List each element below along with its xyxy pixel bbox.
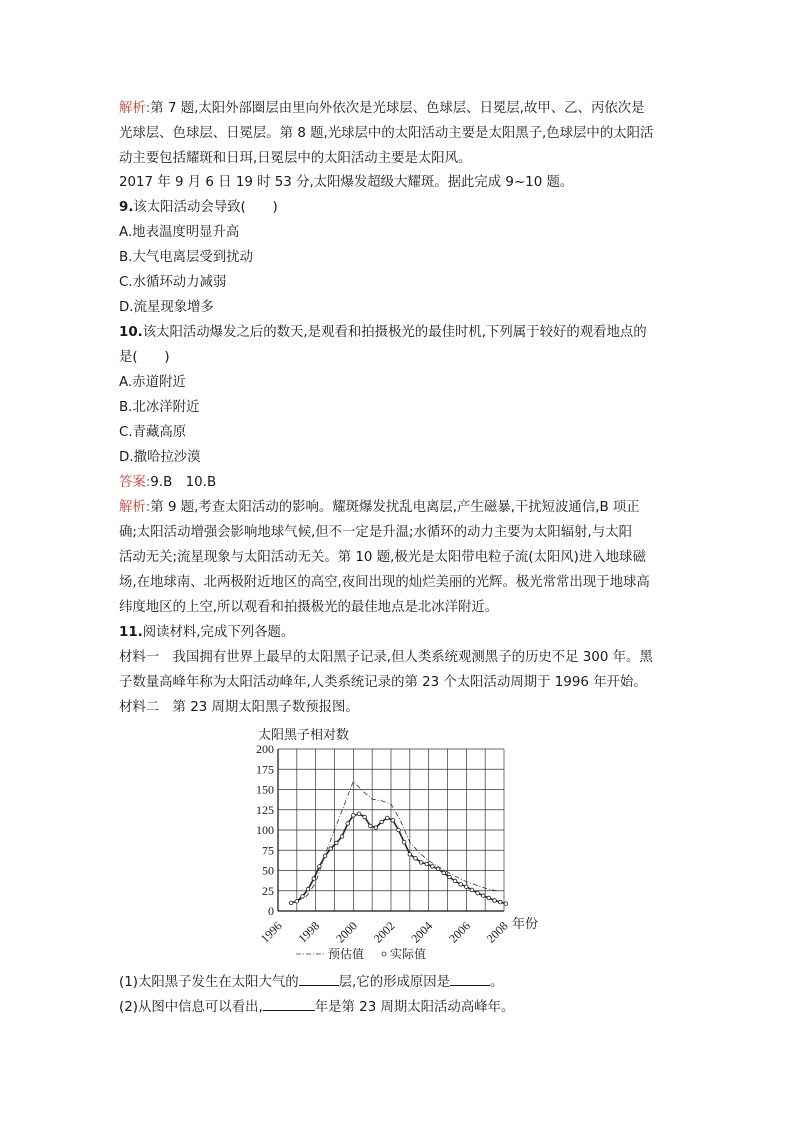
actual-point — [470, 888, 474, 892]
q10-option-c: C.青藏高原 — [119, 425, 187, 440]
actual-point — [289, 901, 293, 905]
x-tick-labels — [258, 919, 511, 946]
actual-point — [442, 871, 446, 875]
actual-point — [397, 828, 401, 832]
q10-option-a: A.赤道附近 — [119, 375, 186, 390]
sunspot-chart — [250, 725, 550, 965]
actual-point — [335, 841, 339, 845]
x-tick-label: 1996 — [257, 918, 285, 946]
actual-point — [414, 857, 418, 861]
x-tick-label: 2008 — [483, 918, 511, 946]
x-tick-label: 1998 — [295, 918, 323, 946]
y-tick-label: 0 — [268, 904, 274, 918]
question-9 — [119, 199, 278, 217]
analysis-line-3: 活动无关;流星现象与太阳活动无关。第 10 题,极光是太阳带电粒子流(太阳风)进入地球磁 — [119, 550, 646, 565]
actual-point — [431, 865, 435, 869]
chart-series — [289, 781, 507, 905]
blank-year[interactable] — [263, 1010, 315, 1011]
actual-point — [312, 877, 316, 881]
actual-point — [448, 875, 452, 879]
actual-point — [487, 896, 491, 900]
actual-point — [476, 891, 480, 895]
y-tick-label: 50 — [262, 863, 274, 878]
analysis-line-1 — [119, 499, 640, 517]
sub2-text-b: 年是第 23 周期太阳活动高峰年。 — [314, 1000, 515, 1015]
actual-point — [346, 822, 350, 826]
question-text: 该太阳活动爆发之后的数天,是观看和拍摄极光的最佳时机,下列属于较好的观看地点的 — [142, 325, 647, 340]
sub1-text-c: 。 — [490, 975, 504, 990]
actual-point — [318, 865, 322, 869]
y-tick-label: 200 — [256, 742, 274, 756]
y-tick-label: 75 — [262, 843, 274, 858]
actual-point — [425, 862, 429, 866]
answer-value: 9.B 10.B — [150, 475, 217, 490]
question-text: 阅读材料,完成下列各题。 — [142, 625, 295, 640]
q10-option-d: D.撒哈拉沙漠 — [119, 450, 201, 465]
question-10-cont: 是( ) — [119, 350, 170, 365]
q9-option-a: A.地表温度明显升高 — [119, 225, 240, 240]
intro-line-1 — [119, 100, 645, 118]
y-tick-label: 125 — [256, 802, 274, 817]
actual-point — [385, 816, 389, 820]
legend-actual-label: 实际值 — [390, 947, 427, 961]
sub1-text-a: (1)太阳黑子发生在太阳大气的 — [119, 975, 299, 990]
actual-point — [465, 885, 469, 889]
actual-point — [306, 887, 310, 891]
x-tick-label: 2004 — [408, 918, 436, 946]
actual-point — [363, 815, 367, 819]
actual-point — [340, 835, 344, 839]
y-tick-label: 175 — [256, 762, 274, 777]
actual-point — [369, 824, 373, 828]
x-tick-label: 2006 — [446, 918, 473, 946]
material-2: 材料二 第 23 周期太阳黑子数预报图。 — [119, 700, 359, 715]
actual-point — [408, 853, 412, 857]
y-tick-labels — [256, 742, 274, 918]
legend-forecast-label: 预估值 — [328, 947, 365, 961]
y-tick-label: 25 — [262, 883, 274, 898]
legend-actual-swatch — [382, 952, 386, 956]
chart-title: 太阳黑子相对数 — [258, 727, 350, 742]
actual-point — [374, 826, 378, 830]
intro-line-3: 动主要包括耀斑和日珥,日冕层中的太阳活动主要是太阳风。 — [119, 151, 472, 166]
analysis-line-4: 场,在地球南、北两极附近地区的高空,夜间出现的灿烂美丽的光辉。极光常常出现于地球高 — [119, 575, 650, 590]
actual-point — [380, 820, 384, 824]
sub-question-1 — [119, 974, 503, 992]
analysis-text-1: 第 9 题,考查太阳活动的影响。耀斑爆发扰乱电离层,产生磁暴,干扰短波通信,B 项正 — [150, 500, 640, 515]
question-text: 该太阳活动会导致( ) — [133, 200, 278, 215]
actual-point — [402, 840, 406, 844]
q10-option-b: B.北冰洋附近 — [119, 400, 200, 415]
material-1-line-1: 材料一 我国拥有世界上最早的太阳黑子记录,但人类系统观测黑子的历史不足 300 年。黑 — [119, 650, 653, 665]
actual-point — [419, 861, 423, 865]
actual-point — [498, 900, 502, 904]
analysis-line-5: 纬度地区的上空,所以观看和拍摄极光的最佳地点是北冰洋附近。 — [119, 600, 499, 615]
x-tick-label: 2002 — [370, 918, 398, 946]
question-number: 10. — [119, 325, 143, 340]
actual-point — [453, 879, 457, 883]
answer-line — [119, 474, 216, 492]
actual-point — [295, 900, 299, 904]
actual-point — [504, 902, 508, 906]
sub1-text-b: 层,它的形成原因是 — [338, 975, 451, 990]
x-axis-label: 年份 — [512, 916, 539, 931]
question-number: 9. — [119, 200, 134, 215]
actual-point — [357, 812, 361, 816]
analysis-label: 解析: — [119, 101, 151, 116]
sub2-text-a: (2)从图中信息可以看出, — [119, 1000, 263, 1015]
intro-text-1: 第 7 题,太阳外部圈层由里向外依次是光球层、色球层、日冕层,故甲、乙、丙依次是 — [150, 101, 645, 116]
chart-legend — [296, 946, 426, 961]
actual-point — [482, 894, 486, 898]
answer-label: 答案: — [119, 475, 151, 490]
y-tick-label: 100 — [256, 823, 274, 837]
y-tick-label: 150 — [256, 782, 274, 797]
question-10 — [119, 324, 647, 342]
actual-point — [301, 895, 305, 899]
intro-line-2: 光球层、色球层、日冕层。第 8 题,光球层中的太阳活动主要是太阳黑子,色球层中的太阳活 — [119, 126, 654, 141]
material-1-line-2: 子数量高峰年称为太阳活动峰年,人类系统记录的第 23 个太阳活动周期于 1996 年开始。 — [119, 675, 647, 690]
actual-point — [459, 883, 463, 887]
analysis-line-2: 确;太阳活动增强会影响地球气候,但不一定是升温;水循环的动力主要为太阳辐射,与太阳 — [119, 525, 632, 540]
question-11 — [119, 624, 294, 642]
q9-option-b: B.大气电离层受到扰动 — [119, 250, 253, 265]
actual-point — [436, 867, 440, 871]
q9-option-d: D.流星现象增多 — [119, 300, 214, 315]
actual-point — [329, 847, 333, 851]
question-number: 11. — [119, 625, 143, 640]
actual-point — [493, 899, 497, 903]
actual-point — [391, 819, 395, 823]
actual-point — [352, 814, 356, 818]
blank-reason[interactable] — [450, 985, 490, 986]
sub-question-2 — [119, 999, 514, 1017]
x-tick-label: 2000 — [333, 918, 360, 946]
question-stem: 2017 年 9 月 6 日 19 时 53 分,太阳爆发超级大耀斑。据此完成 9~10 题。 — [119, 175, 574, 190]
blank-layer[interactable] — [299, 985, 339, 986]
actual-point — [323, 854, 327, 858]
analysis-label: 解析: — [119, 500, 151, 515]
q9-option-c: C.水循环动力减弱 — [119, 275, 227, 290]
chart-grid — [278, 749, 504, 911]
